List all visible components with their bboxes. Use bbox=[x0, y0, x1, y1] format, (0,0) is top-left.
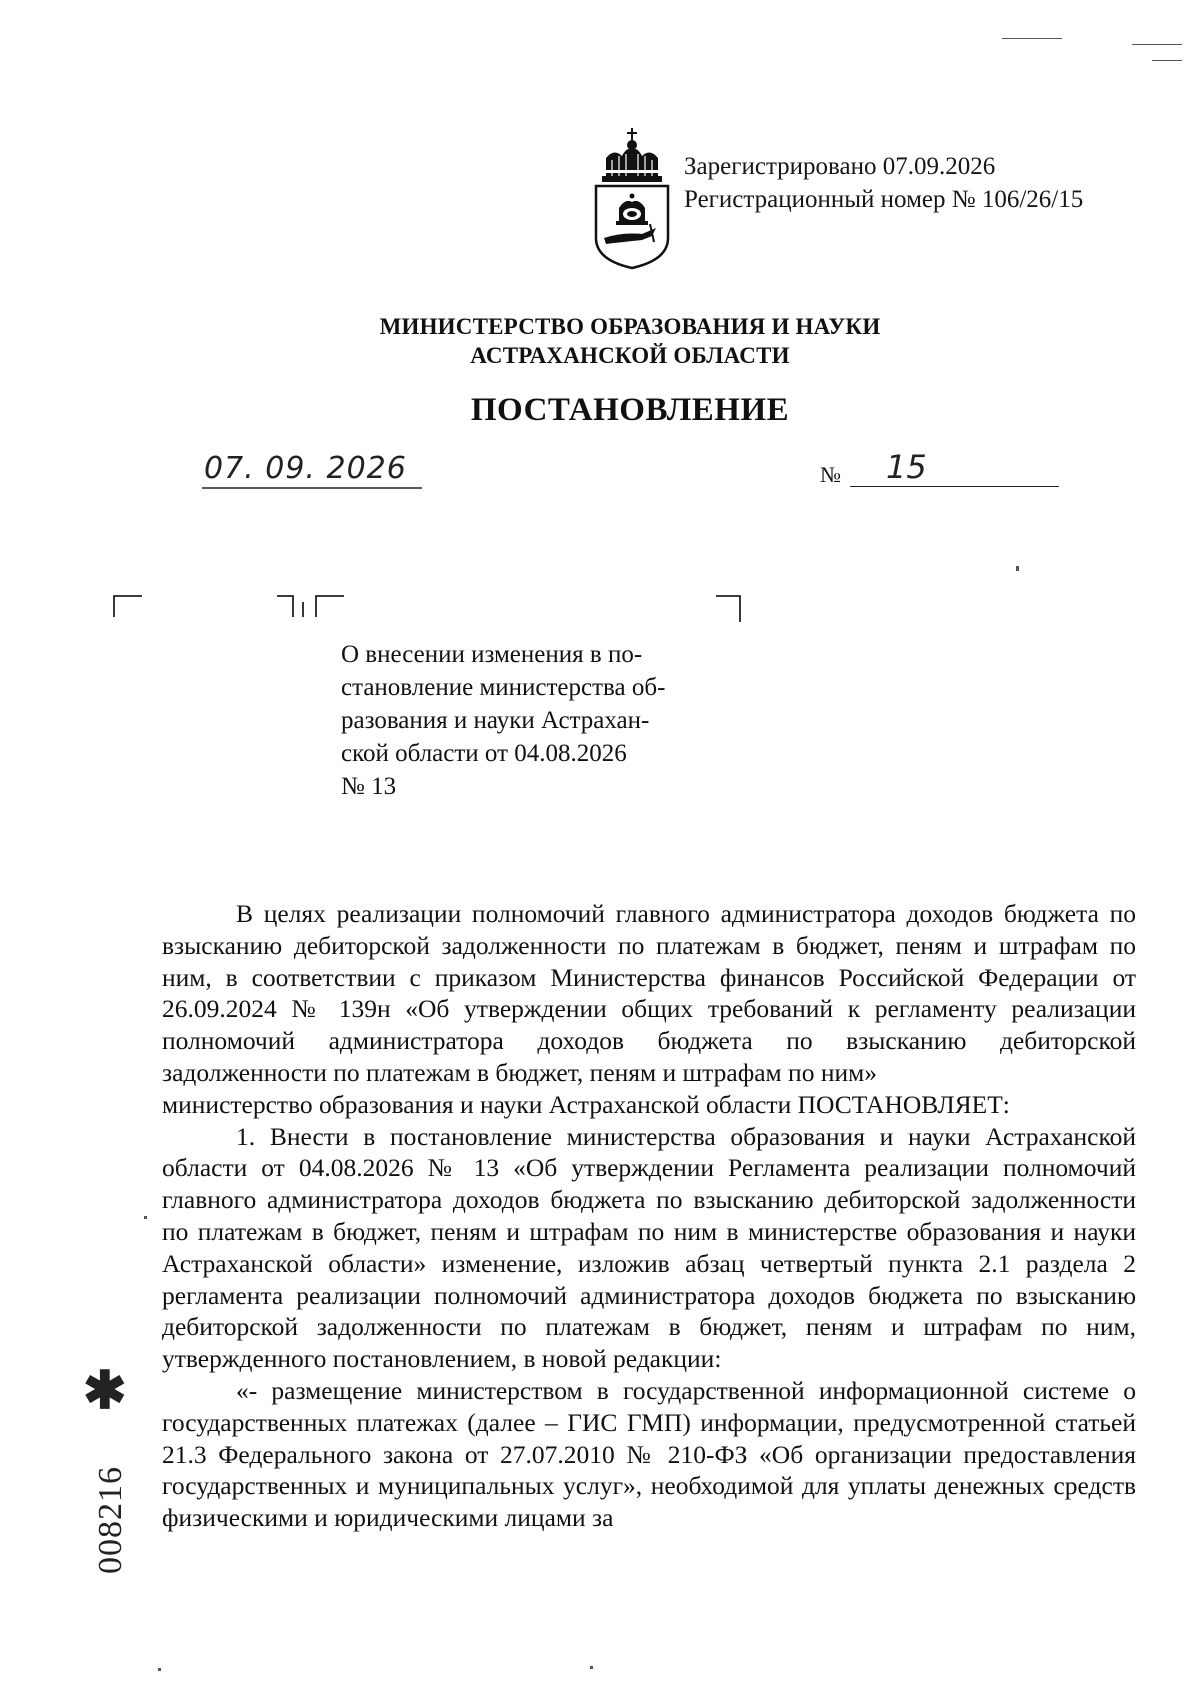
registration-date: Зарегистрировано 07.09.2026 bbox=[684, 153, 996, 180]
number-sign: № bbox=[820, 462, 841, 487]
subject-line: становление министерства об- bbox=[341, 674, 666, 701]
scan-artifact bbox=[144, 1216, 147, 1219]
bracket-center-right-icon bbox=[314, 594, 346, 618]
ministry-header bbox=[330, 312, 930, 370]
scan-artifact bbox=[1002, 38, 1062, 39]
paragraph-resolves: министерство образования и науки Астраханской области ПОСТАНОВЛЯЕТ: bbox=[162, 1089, 1010, 1119]
svg-text:07. 09. 2026: 07. 09. 2026 bbox=[204, 451, 407, 486]
registration-stamp bbox=[684, 150, 1083, 216]
serial-number bbox=[86, 1430, 136, 1610]
serial-star-icon: ✱ bbox=[83, 1363, 127, 1420]
subject-line: О внесении изменения в по- bbox=[341, 641, 643, 668]
bracket-right-icon bbox=[714, 594, 746, 624]
ministry-name-line2: АСТРАХАНСКОЙ ОБЛАСТИ bbox=[470, 343, 790, 368]
scan-artifact bbox=[590, 1666, 593, 1669]
scan-artifact bbox=[158, 1668, 161, 1671]
document-body bbox=[162, 898, 1136, 1534]
serial-number-text: 008216 bbox=[92, 1466, 129, 1574]
scan-artifact bbox=[1132, 44, 1182, 45]
registration-number: Регистрационный номер № 106/26/15 bbox=[684, 186, 1084, 213]
subject-line: разования и науки Астрахан- bbox=[341, 707, 650, 734]
bracket-left-icon bbox=[112, 594, 144, 618]
coat-of-arms-icon bbox=[592, 126, 672, 271]
handwritten-number bbox=[880, 448, 960, 488]
handwritten-date bbox=[200, 448, 440, 494]
subject-line: ской области от 04.08.2026 bbox=[341, 740, 627, 767]
document-type-title: ПОСТАНОВЛЕНИЕ bbox=[470, 392, 790, 428]
ministry-name-line1: МИНИСТЕРСТВО ОБРАЗОВАНИЯ И НАУКИ bbox=[379, 314, 881, 339]
subject-block bbox=[341, 638, 713, 803]
bracket-center-left-icon bbox=[275, 594, 305, 618]
scan-artifact bbox=[1016, 566, 1019, 571]
paragraph-preamble: В целях реализации полномочий главного администратора доходов бюджета по взысканию дебиторской задолженности по платежам в бюджет, пеням и штрафам по ним, в соответствии с приказом Министерства финансов Российской Федерации от 26.09.2024 № 139н «Об утверждении общих требований к регламенту реализации полномочий администратора доходов бюджета по взысканию дебиторской задолженности по платежам в бюджет, пеням и штрафам по ним» bbox=[162, 899, 1136, 1087]
subject-line: № 13 bbox=[341, 773, 397, 800]
scan-artifact bbox=[1152, 60, 1182, 61]
svg-text:15: 15 bbox=[886, 448, 927, 486]
paragraph-new-wording: «- размещение министерством в государственной информационной системе о государственных платежах (далее – ГИС ГМП) информации, предусмотренной статьей 21.3 Федерального закона от 27.07.2010 № 210-ФЗ «Об организации предоставления государственных и муниципальных услуг», необходимой для уплаты денежных средств физическими и юридическими лицами за bbox=[162, 1375, 1136, 1533]
paragraph-item-1: 1. Внести в постановление министерства образования и науки Астраханской области от 04.08.2026 № 13 «Об утверждении Регламента реализации полномочий главного администратора доходов бюджета по взысканию дебиторской задолженности по платежам в бюджет, пеням и штрафам по ним в министерстве образования и науки Астраханской области» изменение, изложив абзац четвертый пункта 2.1 раздела 2 регламента реализации полномочий администратора доходов бюджета по взысканию дебиторской задолженности по платежам в бюджет, пеням и штрафам по ним, утвержденного постановлением, в новой редакции: bbox=[162, 1121, 1136, 1374]
document-number-field bbox=[820, 448, 1060, 494]
